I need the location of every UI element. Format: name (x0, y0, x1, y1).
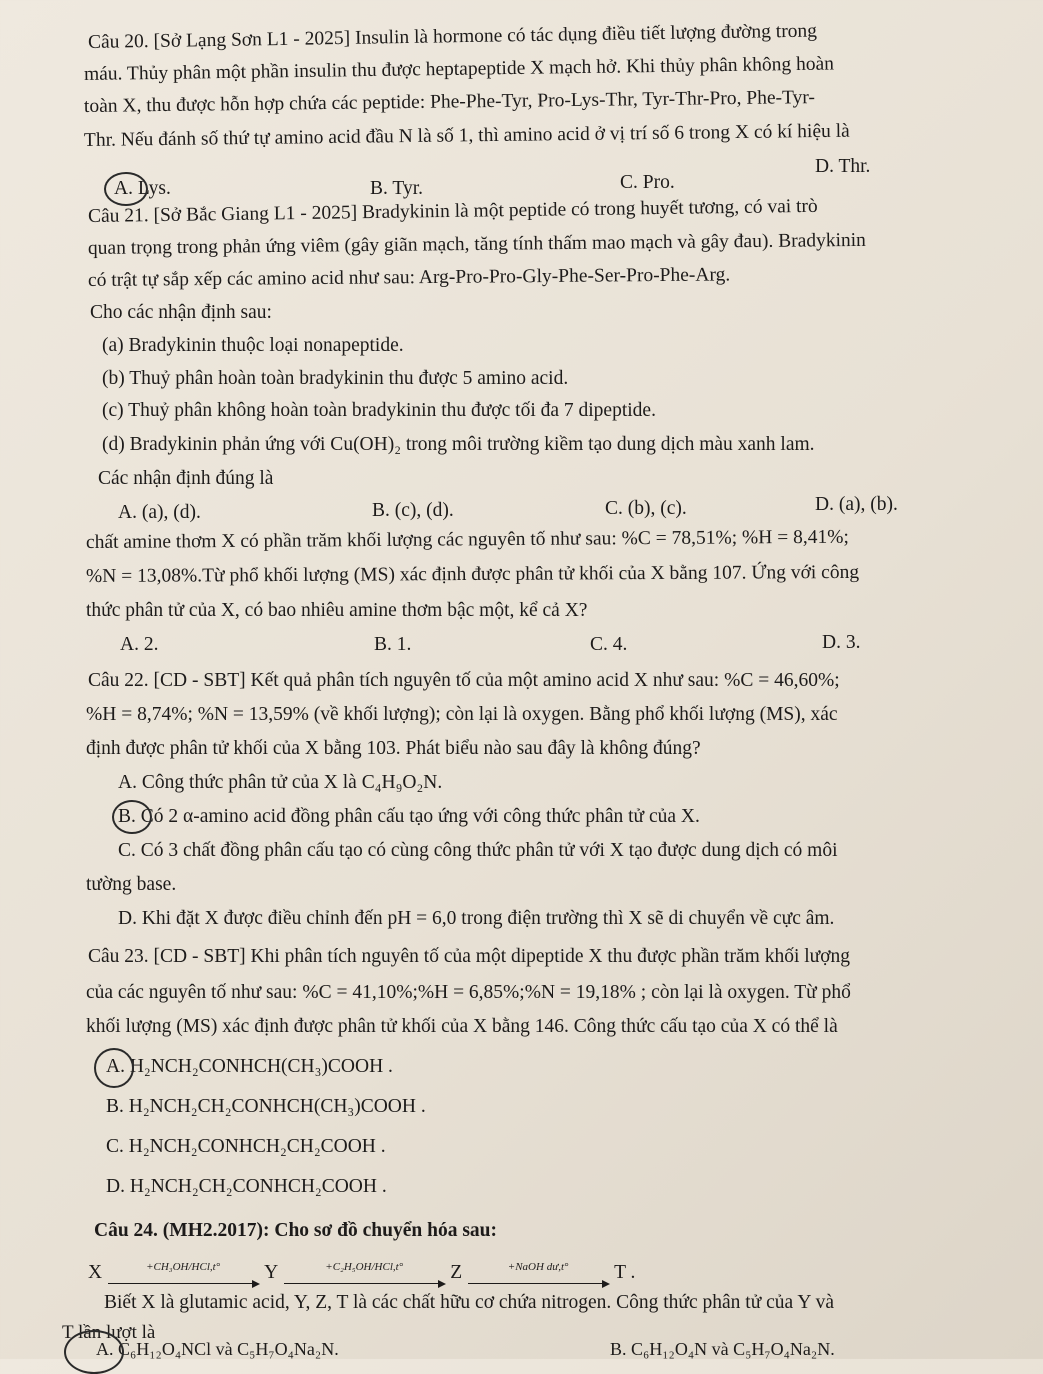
scheme-z: Z (450, 1262, 463, 1283)
q21-line-2: quan trọng trong phản ứng viêm (gây giãn mạch, tăng tính thấm mao mạch và gây đau). Bradykinin (87, 229, 866, 259)
q21-line-4: Cho các nhận định sau: (90, 302, 272, 323)
amine-option-d: D. 3. (822, 632, 861, 653)
reaction-arrow-icon (468, 1261, 608, 1284)
q24-option-b: B. C₆H₁₂O₄N và C₅H₇O₄Na₂N. (610, 1339, 835, 1359)
q24-line-2: T lần lượt là (62, 1322, 156, 1343)
q21-option-b: B. (c), (d). (372, 500, 454, 521)
q21-line-1: Câu 21. [Sở Bắc Giang L1 - 2025] Bradykinin là một peptide có trong huyết tương, có vai trò (87, 195, 818, 227)
q21-line-3: có trật tự sắp xếp các amino acid như sau: Arg-Pro-Pro-Gly-Phe-Ser-Pro-Phe-Arg. (87, 264, 731, 291)
scheme-condition-2: +C₂H₅OH/HCl,t° (325, 1261, 404, 1273)
q23-option-a: A. H₂NCH₂CONHCH(CH₃)COOH . (106, 1056, 393, 1077)
q21-option-d: D. (a), (b). (815, 494, 898, 515)
q21-statement-b: (b) Thuỷ phân hoàn toàn bradykinin thu được 5 amino acid. (102, 368, 569, 389)
scheme-x: X (88, 1262, 103, 1283)
answer-circle-mark (112, 800, 152, 834)
q23-option-b: B. H₂NCH₂CH₂CONHCH(CH₃)COOH . (106, 1096, 426, 1117)
q24-line-1: Biết X là glutamic acid, Y, Z, T là các chất hữu cơ chứa nitrogen. Công thức phân tử của Y và (104, 1292, 835, 1313)
q20-line-2: máu. Thủy phân một phần insulin thu được heptapeptide X mạch hở. Khi thủy phân không hoàn (83, 53, 835, 85)
amine-option-c: C. 4. (590, 634, 628, 655)
q21-statement-d: (d) Bradykinin phản ứng với Cu(OH)₂ trong môi trường kiềm tạo dung dịch màu xanh lam. (102, 434, 815, 455)
q22-option-b: B. Có 2 α-amino acid đồng phân cấu tạo ứng với công thức phân tử của X. (118, 806, 700, 827)
q23-line-3: khối lượng (MS) xác định được phân tử khối của X bằng 146. Công thức cấu tạo của X có thể là (86, 1016, 838, 1037)
q23-option-d: D. H₂NCH₂CH₂CONHCH₂COOH . (106, 1176, 387, 1197)
q22-option-c: C. Có 3 chất đồng phân cấu tạo có cùng công thức phân tử với X tạo được dung dịch có môi (118, 840, 838, 861)
scheme-condition-1: +CH₃OH/HCl,t° (146, 1261, 221, 1273)
q22-line-1: Câu 22. [CD - SBT] Kết quả phân tích nguyên tố của một amino acid X như sau: %C = 46,60%; (88, 670, 840, 691)
q20-line-3: toàn X, thu được hỗn hợp chứa các peptide: Phe-Phe-Tyr, Pro-Lys-Thr, Tyr-Thr-Pro, Phe-Tyr- (83, 87, 816, 117)
answer-circle-mark (94, 1048, 134, 1088)
q22-line-2: %H = 8,74%; %N = 13,59% (về khối lượng); còn lại là oxygen. Bằng phổ khối lượng (MS), xác (86, 704, 838, 725)
q21-option-a: A. (a), (d). (118, 502, 201, 523)
scheme-condition-3: +NaOH dư,t° (507, 1261, 569, 1273)
q23-line-2: của các nguyên tố như sau: %C = 41,10%;%H = 6,85%;%N = 19,18% ; còn lại là oxygen. Từ phổ (86, 982, 851, 1003)
q21-statement-a: (a) Bradykinin thuộc loại nonapeptide. (102, 335, 404, 356)
q20-option-a: A. Lys. (114, 178, 171, 199)
q23-line-1: Câu 23. [CD - SBT] Khi phân tích nguyên tố của một dipeptide X thu được phần trăm khối lượng (88, 946, 851, 967)
q21-prompt: Các nhận định đúng là (98, 468, 274, 489)
q24-title: Câu 24. (MH2.2017): Cho sơ đồ chuyển hóa sau: (94, 1220, 498, 1241)
q20-option-d: D. Thr. (815, 156, 871, 177)
q22-line-3: định được phân tử khối của X bằng 103. Phát biểu nào sau đây là không đúng? (86, 738, 701, 759)
q22-option-d: D. Khi đặt X được điều chỉnh đến pH = 6,0 trong điện trường thì X sẽ di chuyển về cực âm. (118, 908, 835, 929)
q20-line-1: Câu 20. [Sở Lạng Sơn L1 - 2025] Insulin là hormone có tác dụng điều tiết lượng đường trong (87, 20, 818, 53)
scheme-y: Y (264, 1262, 279, 1283)
reaction-arrow-icon (108, 1261, 258, 1284)
scheme-t: T . (614, 1262, 636, 1283)
q22-option-a: A. Công thức phân tử của X là C₄H₉O₂N. (118, 772, 443, 793)
amine-option-b: B. 1. (374, 634, 412, 655)
reaction-arrow-icon (284, 1261, 444, 1284)
amine-line-2: %N = 13,08%.Từ phổ khối lượng (MS) xác định được phân tử khối của X bằng 107. Ứng với công (85, 561, 860, 587)
amine-line-1: chất amine thơm X có phần trăm khối lượng các nguyên tố như sau: %C = 78,51%; %H = 8,41%; (85, 526, 849, 553)
answer-circle-mark (104, 172, 148, 206)
q22-option-c-continued: tường base. (86, 874, 177, 895)
amine-option-a: A. 2. (120, 634, 159, 655)
q24-reaction-scheme (88, 1262, 635, 1284)
q20-option-c: C. Pro. (620, 172, 675, 193)
answer-circle-mark (64, 1330, 124, 1374)
q24-option-a: A. C₆H₁₂O₄NCl và C₅H₇O₄Na₂N. (96, 1339, 339, 1359)
q21-option-c: C. (b), (c). (605, 498, 687, 519)
q23-option-c: C. H₂NCH₂CONHCH₂CH₂COOH . (106, 1136, 386, 1157)
q20-line-4: Thr. Nếu đánh số thứ tự amino acid đầu N là số 1, thì amino acid ở vị trí số 6 trong X có kí hiệu là (83, 120, 850, 151)
amine-line-3: thức phân tử của X, có bao nhiêu amine thơm bậc một, kể cả X? (86, 600, 588, 621)
q21-statement-c: (c) Thuỷ phân không hoàn toàn bradykinin thu được tối đa 7 dipeptide. (102, 400, 656, 421)
q20-option-b: B. Tyr. (370, 178, 423, 199)
